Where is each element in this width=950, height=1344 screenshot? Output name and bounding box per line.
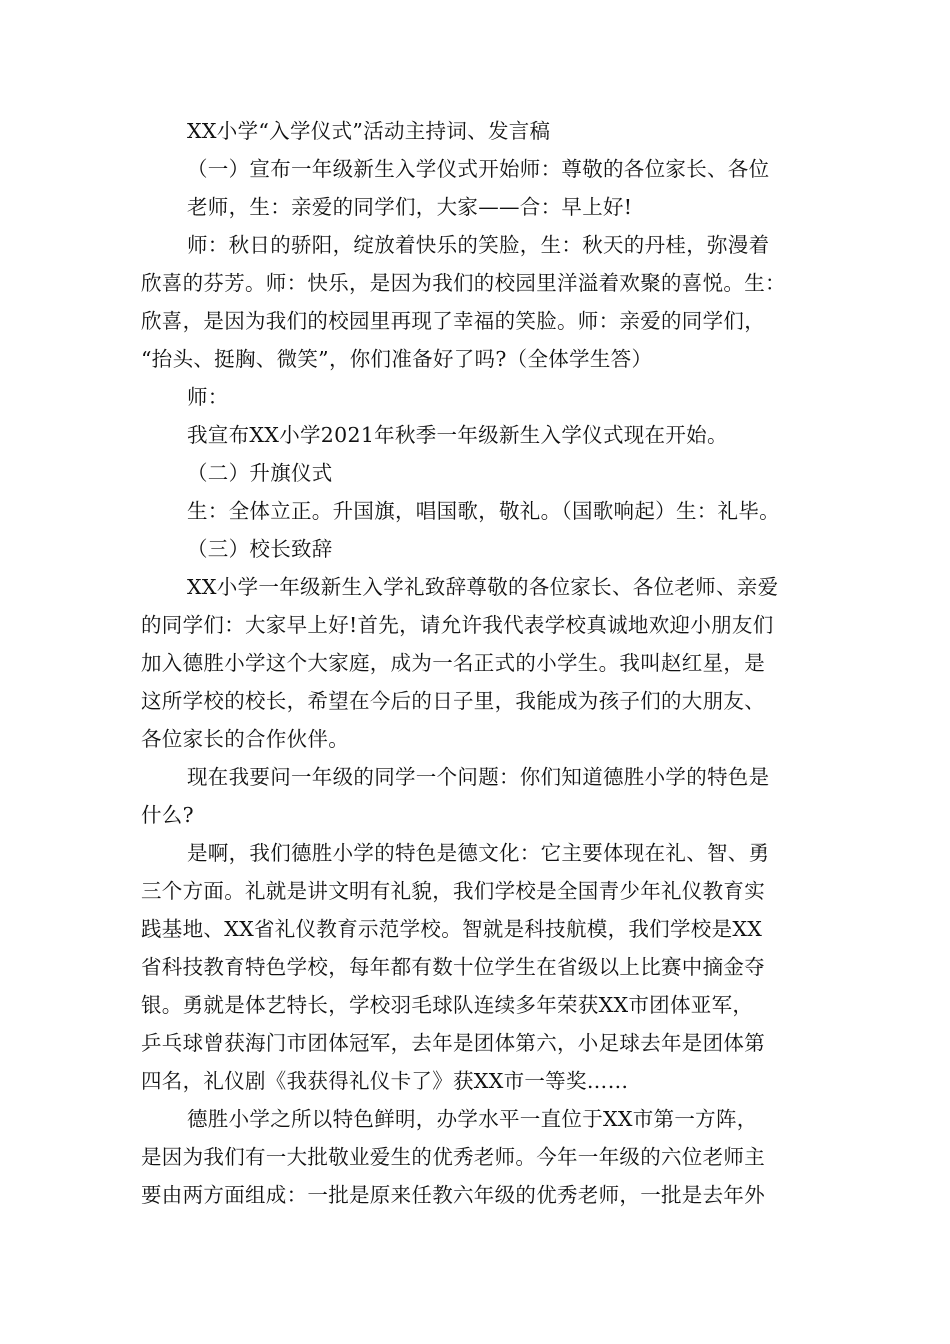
paragraph-line: 加入德胜小学这个大家庭，成为一名正式的小学生。我叫赵红星，是 xyxy=(141,651,765,675)
paragraph-line: 践基地、XX省礼仪教育示范学校。智就是科技航模，我们学校是XX xyxy=(141,917,763,941)
paragraph-line: “抬头、挺胸、微笑”，你们准备好了吗?（全体学生答） xyxy=(141,347,653,371)
paragraph-line: 要由两方面组成：一批是原来任教六年级的优秀老师，一批是去年外 xyxy=(141,1183,765,1207)
section-heading: （三）校长致辞 xyxy=(187,537,333,561)
paragraph-line: 什么? xyxy=(141,803,194,827)
paragraph-line: 三个方面。礼就是讲文明有礼貌，我们学校是全国青少年礼仪教育实 xyxy=(141,879,765,903)
paragraph-line: 老师，生：亲爱的同学们，大家——合：早上好! xyxy=(187,195,633,219)
paragraph-line: 乒乓球曾获海门市团体冠军，去年是团体第六，小足球去年是团体第 xyxy=(141,1031,765,1055)
paragraph-line: 师：秋日的骄阳，绽放着快乐的笑脸，生：秋天的丹桂，弥漫着 xyxy=(187,233,770,257)
document-title: XX小学“入学仪式”活动主持词、发言稿 xyxy=(187,119,551,143)
section-heading: （二）升旗仪式 xyxy=(187,461,333,485)
paragraph-line: 欣喜，是因为我们的校园里再现了幸福的笑脸。师：亲爱的同学们， xyxy=(141,309,765,333)
paragraph-line: 欣喜的芬芳。师：快乐，是因为我们的校园里洋溢着欢聚的喜悦。生： xyxy=(141,271,786,295)
paragraph-line: 是因为我们有一大批敬业爱生的优秀老师。今年一年级的六位老师主 xyxy=(141,1145,765,1169)
paragraph-line: 生：全体立正。升国旗，唱国歌，敬礼。（国歌响起）生：礼毕。 xyxy=(187,499,780,523)
paragraph-line: 我宣布XX小学2021年秋季一年级新生入学仪式现在开始。 xyxy=(187,423,728,447)
paragraph-line: 师： xyxy=(187,385,229,409)
paragraph-line: 是啊，我们德胜小学的特色是德文化：它主要体现在礼、智、勇 xyxy=(187,841,770,865)
paragraph-line: 银。勇就是体艺特长，学校羽毛球队连续多年荣获XX市团体亚军， xyxy=(141,993,754,1017)
paragraph-line: 现在我要问一年级的同学一个问题：你们知道德胜小学的特色是 xyxy=(187,765,770,789)
paragraph-line: 的同学们：大家早上好!首先，请允许我代表学校真诚地欢迎小朋友们 xyxy=(141,613,774,637)
paragraph-line: （一）宣布一年级新生入学仪式开始师：尊敬的各位家长、各位 xyxy=(187,157,770,181)
paragraph-line: XX小学一年级新生入学礼致辞尊敬的各位家长、各位老师、亲爱 xyxy=(187,575,779,599)
paragraph-line: 各位家长的合作伙伴。 xyxy=(141,727,349,751)
paragraph-line: 省科技教育特色学校，每年都有数十位学生在省级以上比赛中摘金夺 xyxy=(141,955,765,979)
paragraph-line: 这所学校的校长，希望在今后的日子里，我能成为孩子们的大朋友、 xyxy=(141,689,765,713)
paragraph-line: 四名，礼仪剧《我获得礼仪卡了》获XX市一等奖…… xyxy=(141,1069,629,1093)
paragraph-line: 德胜小学之所以特色鲜明，办学水平一直位于XX市第一方阵， xyxy=(187,1107,758,1131)
